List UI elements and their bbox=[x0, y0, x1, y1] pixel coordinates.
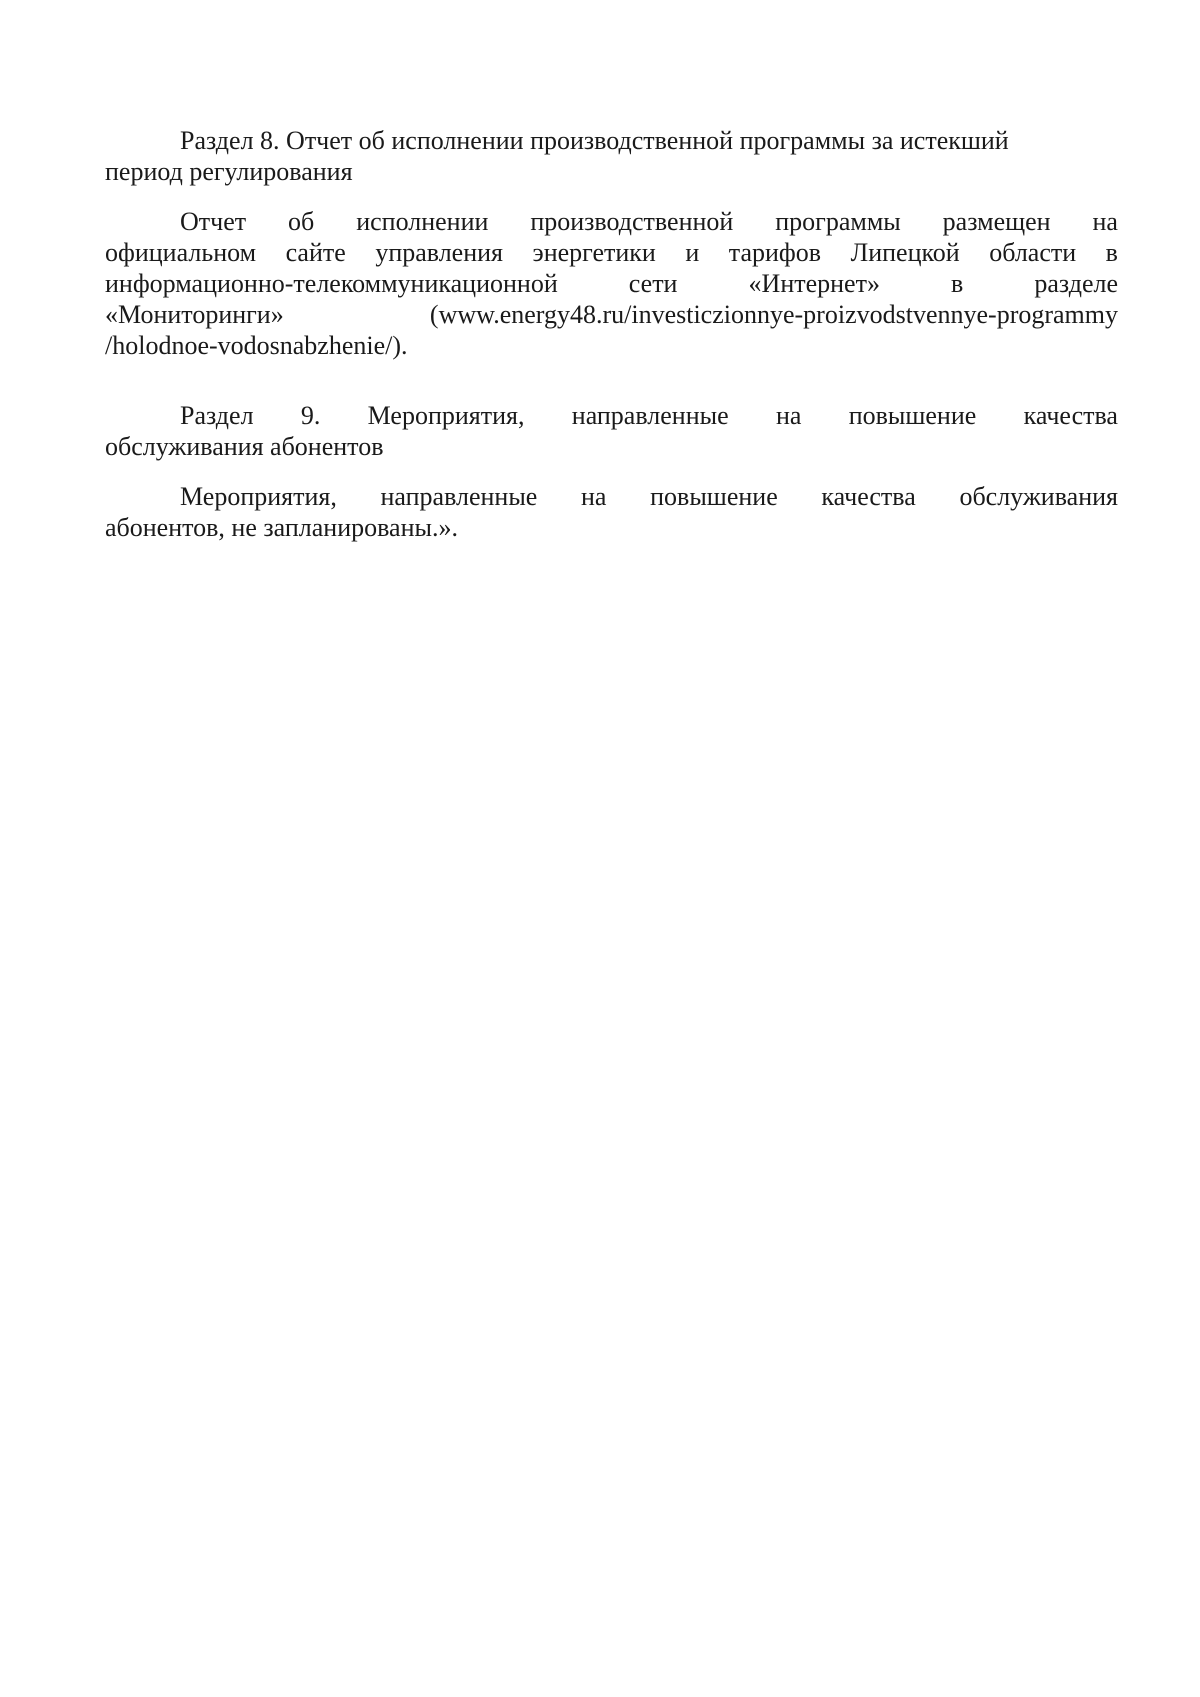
word: направленные bbox=[380, 482, 538, 511]
section-8-heading-text-2: период регулирования bbox=[105, 157, 353, 186]
section-8-body bbox=[105, 206, 1118, 361]
section-8-body-line-5: /holodnoe-vodosnabzhenie/). bbox=[105, 331, 408, 360]
word: размещен bbox=[942, 207, 1051, 236]
word: энергетики bbox=[532, 238, 656, 267]
word: сайте bbox=[285, 238, 346, 267]
section-8-heading bbox=[105, 125, 1118, 187]
word: Отчет bbox=[180, 207, 247, 236]
word: на bbox=[775, 401, 802, 430]
section-9-heading-text-2: обслуживания абонентов bbox=[105, 432, 384, 461]
word: «Интернет» bbox=[748, 269, 880, 298]
word: официальном bbox=[105, 238, 257, 267]
word: «Мониторинги» bbox=[105, 300, 284, 329]
word: Липецкой bbox=[850, 238, 960, 267]
section-8-body-line-1 bbox=[105, 206, 1118, 237]
word: на bbox=[1092, 207, 1118, 236]
word: Мероприятия, bbox=[367, 401, 525, 430]
word: 9. bbox=[300, 401, 321, 430]
section-9-heading bbox=[105, 400, 1118, 462]
section-9-heading-line-1 bbox=[105, 400, 1118, 431]
section-8-body-line-2 bbox=[105, 237, 1118, 268]
section-8-body-line-4 bbox=[105, 299, 1118, 330]
section-8-heading-text-1: Раздел 8. Отчет об исполнении производственной программы за истекший bbox=[180, 126, 1009, 155]
word: (www.energy48.ru/investiczionnye-proizvodstvennye-programmy bbox=[429, 300, 1118, 329]
word: разделе bbox=[1034, 269, 1118, 298]
word: качества bbox=[821, 482, 916, 511]
word: управления bbox=[375, 238, 504, 267]
section-9-body-line-2: абонентов, не запланированы.». bbox=[105, 513, 458, 542]
word: на bbox=[581, 482, 607, 511]
word: программы bbox=[775, 207, 901, 236]
section-9-body-line-1 bbox=[105, 481, 1118, 512]
section-9-body bbox=[105, 481, 1118, 543]
word: области bbox=[989, 238, 1077, 267]
word: сети bbox=[628, 269, 678, 298]
word: направленные bbox=[571, 401, 729, 430]
word: производственной bbox=[530, 207, 734, 236]
word: об bbox=[288, 207, 315, 236]
word: повышение bbox=[848, 401, 977, 430]
word: тарифов bbox=[728, 238, 822, 267]
section-8-body-line-3 bbox=[105, 268, 1118, 299]
word: Мероприятия, bbox=[180, 482, 337, 511]
word: и bbox=[685, 238, 700, 267]
word: в bbox=[1105, 238, 1118, 267]
word: Раздел bbox=[180, 401, 254, 430]
word: исполнении bbox=[356, 207, 489, 236]
word: информационно-телекоммуникационной bbox=[105, 269, 558, 298]
word: в bbox=[951, 269, 964, 298]
word: повышение bbox=[650, 482, 778, 511]
section-8-heading-line-1 bbox=[105, 125, 1118, 156]
word: обслуживания bbox=[959, 482, 1118, 511]
word: качества bbox=[1023, 401, 1118, 430]
